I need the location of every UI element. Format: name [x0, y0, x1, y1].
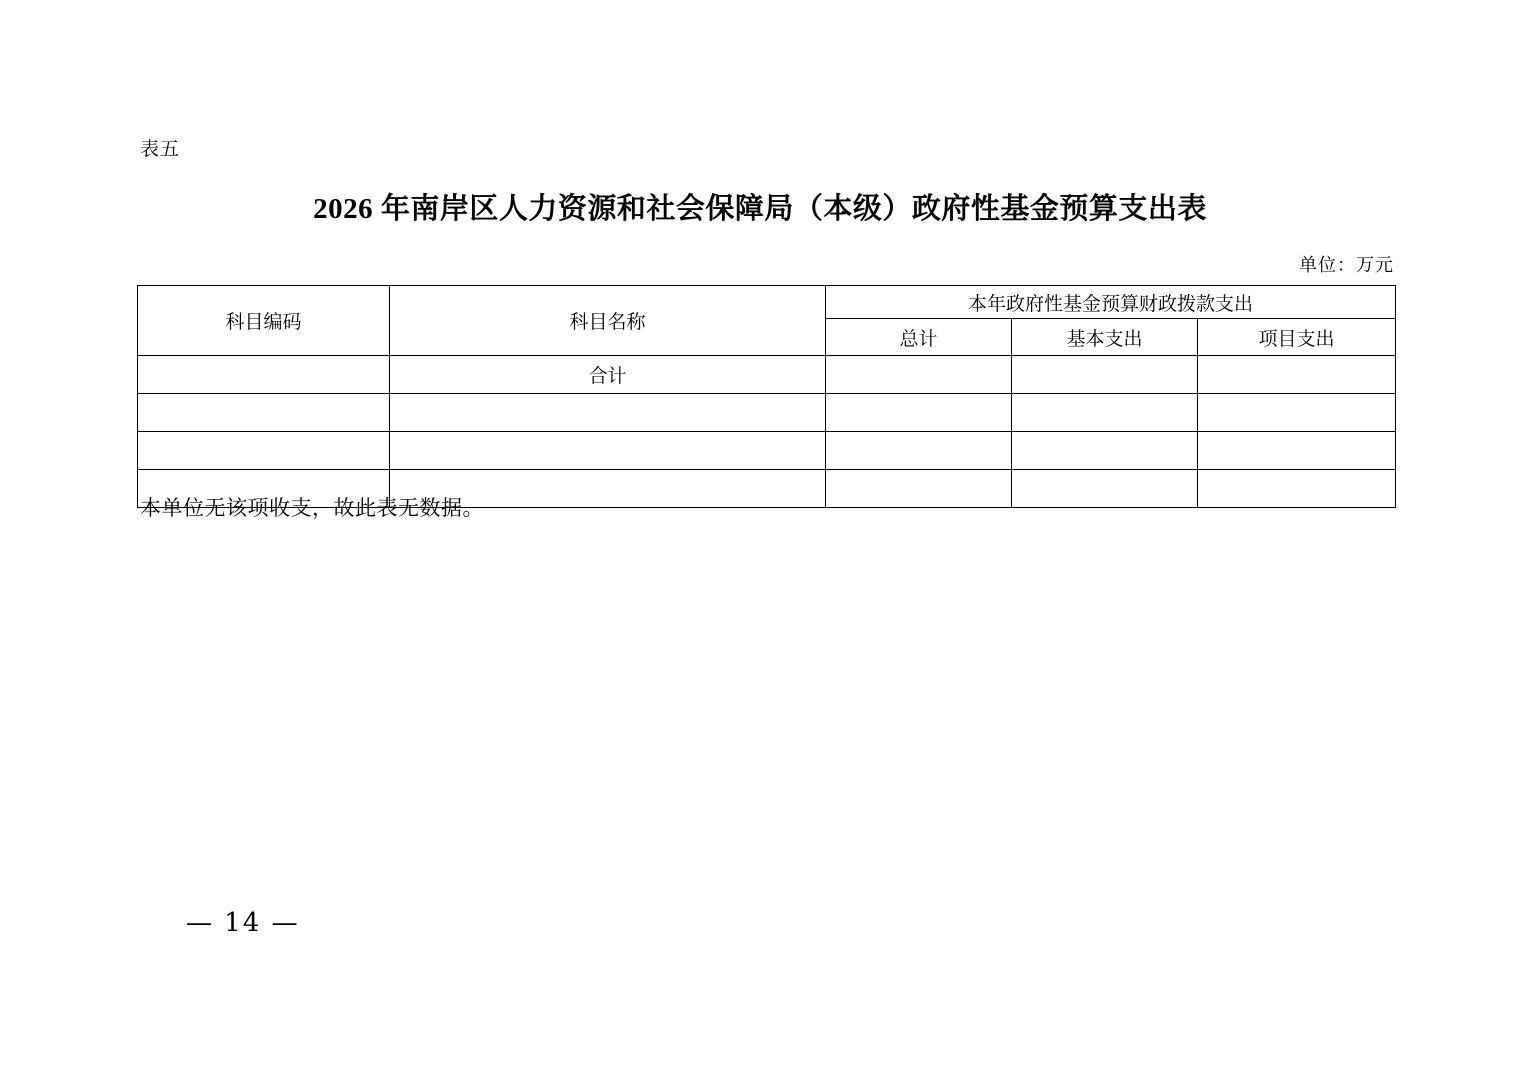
unit-note: 单位：万元 — [1299, 255, 1394, 276]
cell-total — [826, 394, 1012, 432]
header-sub-item: 项目支出 — [1198, 319, 1396, 356]
sheet-label: 表五 — [140, 138, 181, 160]
table-row — [138, 394, 1396, 432]
cell-code — [138, 432, 390, 470]
table-header-row — [138, 286, 1396, 319]
cell-name — [390, 394, 826, 432]
table-footnote: 本单位无该项收支，故此表无数据。 — [140, 496, 484, 520]
table-row — [138, 356, 1396, 394]
cell-item — [1198, 470, 1396, 508]
page-number: — 14 — — [186, 908, 300, 938]
header-sub-basic: 基本支出 — [1012, 319, 1198, 356]
cell-total — [826, 356, 1012, 394]
cell-total — [826, 470, 1012, 508]
cell-basic — [1012, 432, 1198, 470]
header-col-code: 科目编码 — [138, 286, 390, 356]
cell-basic — [1012, 394, 1198, 432]
cell-item — [1198, 356, 1396, 394]
cell-basic — [1012, 356, 1198, 394]
cell-code — [138, 356, 390, 394]
cell-total — [826, 432, 1012, 470]
budget-table — [137, 285, 1396, 508]
page-title: 2026 年南岸区人力资源和社会保障局（本级）政府性基金预算支出表 — [313, 193, 1207, 225]
table-row — [138, 432, 1396, 470]
cell-code — [138, 394, 390, 432]
cell-basic — [1012, 470, 1198, 508]
header-group-funding: 本年政府性基金预算财政拨款支出 — [826, 286, 1396, 319]
cell-item — [1198, 432, 1396, 470]
cell-name: 合计 — [390, 356, 826, 394]
header-sub-total: 总计 — [826, 319, 1012, 356]
cell-item — [1198, 394, 1396, 432]
cell-name — [390, 432, 826, 470]
header-col-name: 科目名称 — [390, 286, 826, 356]
